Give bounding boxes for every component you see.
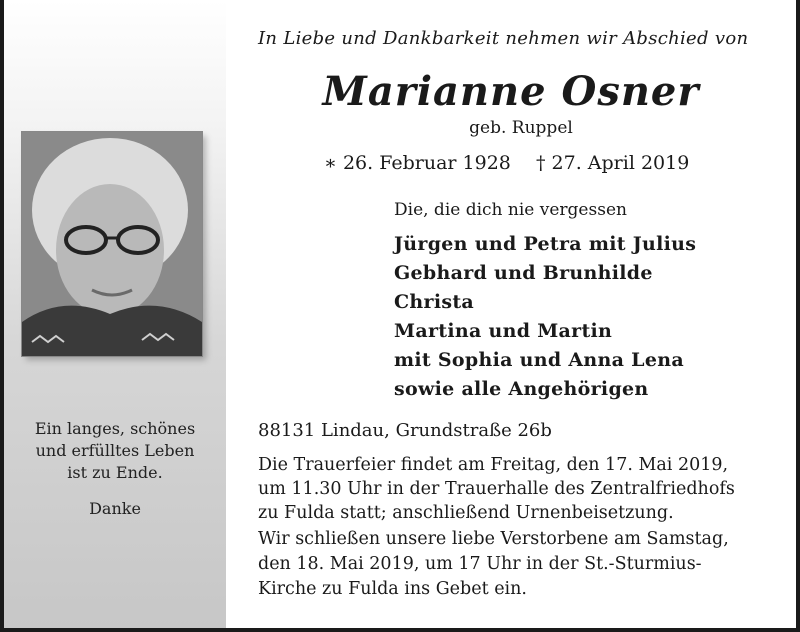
intro-text: In Liebe und Dankbarkeit nehmen wir Abschied von <box>258 28 749 49</box>
details-line: Kirche zu Fulda ins Gebet ein. <box>258 579 527 599</box>
mourner-line: Gebhard und Brunhilde <box>394 262 653 284</box>
quote-line: ist zu Ende. <box>67 463 163 482</box>
birth-name: geb. Ruppel <box>469 118 573 138</box>
details-line: Die Trauerfeier findet am Freitag, den 17. Mai 2019, <box>258 455 729 475</box>
thanks-text: Danke <box>89 499 141 518</box>
details-line: Wir schließen unsere liebe Verstorbene am Samstag, <box>258 529 729 549</box>
portrait-photo <box>22 132 202 356</box>
frame-border <box>796 0 800 632</box>
portrait-image <box>22 132 202 356</box>
frame-border <box>0 628 800 632</box>
details-line: zu Fulda statt; anschließend Urnenbeisetzung. <box>258 503 674 523</box>
address: 88131 Lindau, Grundstraße 26b <box>258 420 552 441</box>
birth-date: ∗ 26. Februar 1928 <box>324 152 511 174</box>
mourner-line: Jürgen und Petra mit Julius <box>394 233 697 255</box>
mourners-heading: Die, die dich nie vergessen <box>394 200 627 220</box>
mourner-line: sowie alle Angehörigen <box>394 378 649 400</box>
quote-line: und erfülltes Leben <box>35 441 195 460</box>
death-date: † 27. April 2019 <box>536 152 690 174</box>
details-line: um 11.30 Uhr in der Trauerhalle des Zentralfriedhofs <box>258 479 735 499</box>
mourner-line: mit Sophia und Anna Lena <box>394 349 684 371</box>
memorial-quote <box>4 418 226 484</box>
mourner-line: Christa <box>394 291 475 313</box>
frame-border <box>0 0 4 632</box>
notice-content <box>226 0 796 628</box>
details-line: den 18. Mai 2019, um 17 Uhr in der St.-Sturmius- <box>258 554 702 574</box>
mourner-line: Martina und Martin <box>394 320 613 342</box>
deceased-name: Marianne Osner <box>322 68 700 115</box>
quote-line: Ein langes, schönes <box>34 419 196 438</box>
